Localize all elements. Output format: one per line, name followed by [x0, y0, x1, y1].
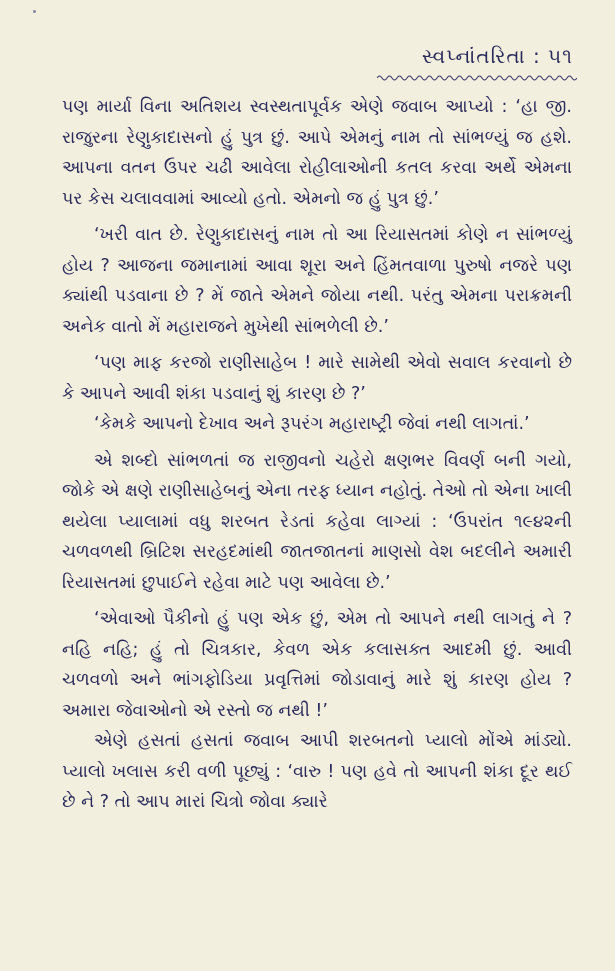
paragraph: ‘ખરી વાત છે. રેણુકાદાસનું નામ તો આ રિયાસતમાં કોણે ન સાંભળ્યું હોય ? આજના જમાનામાં આવા શૂરા અને હિંમતવાળા પુરુષો નજરે પણ ક્યાંથી પડવાના છે ? મેં જાતે એમને જોયા નથી. પરંતુ એમના પરાક્રમની અનેક વાતો મેં મહારાજને મુખેથી સાંભળેલી છે.’	[62, 225, 572, 337]
paragraph: ‘એવાઓ પૈકીનો હું પણ એક છું, એમ તો આપને નથી લાગતું ને ? નહિ નહિ; હું તો ચિત્રકાર, કેવળ એક કલાસક્ત આદમી છું. આવી ચળવળો અને ભાંગફોડિયા પ્રવૃત્તિમાં જોડાવાનું મારે શું કારણ હોય ? અમારા જેવાઓનો એ રસ્તો જ નથી !’	[62, 609, 572, 721]
paragraph: એ શબ્દો સાંભળતાં જ રાજીવનો ચહેરો ક્ષણભર વિવર્ણ બની ગયો, જોકે એ ક્ષણે રાણીસાહેબનું એના તરફ ધ્યાન નહોતું. તેઓ તો એના ખાલી થયેલા પ્યાલામાં વધુ શરબત રેડતાં કહેવા લાગ્યાં : ‘ઉપરાંત ૧૯૪૨ની ચળવળથી બ્રિટિશ સરહદમાંથી જાતજાતનાં માણસો વેશ બદલીને અમારી રિયાસતમાં છુપાઈને રહેવા માટે પણ આવેલા છે.’	[62, 450, 572, 593]
print-speck	[33, 10, 36, 13]
paragraph: એણે હસતાં હસતાં જવાબ આપી શરબતનો પ્યાલો મોંએ માંડ્યો. પ્યાલો ખલાસ કરી વળી પૂછ્યું : ‘વારુ ! પણ હવે તો આપની શંકા દૂર થઈ છે ને ? તો આપ મારાં ચિત્રો જોવા ક્યારે	[62, 731, 572, 812]
page-body	[62, 92, 572, 818]
paragraph: પણ માર્યા વિના અતિશય સ્વસ્થતાપૂર્વક એણે જવાબ આપ્યો : ‘હા જી. રાજુરના રેણુકાદાસનો હું પુત્ર છું. આપે એમનું નામ તો સાંભળ્યું જ હશે. આપના વતન ઉપર ચઢી આવેલા રોહીલાઓની કતલ કરવા અર્થે એમના પર કેસ ચલાવવામાં આવ્યો હતો. એમનો જ હું પુત્ર છું.’	[62, 97, 572, 209]
running-header: સ્વપ્નાંતરિતા : ૫૧	[421, 44, 573, 68]
paragraph: ‘પણ માફ કરજો રાણીસાહેબ ! મારે સામેથી એવો સવાલ કરવાનો છે કે આપને આવી શંકા પડવાનું શું કારણ છે ?’	[62, 353, 572, 404]
paragraph: ‘કેમકે આપનો દેખાવ અને રૂપરંગ મહારાષ્ટ્રી જેવાં નથી લાગતાં.’	[94, 414, 530, 434]
header-wavy-rule	[377, 74, 577, 82]
